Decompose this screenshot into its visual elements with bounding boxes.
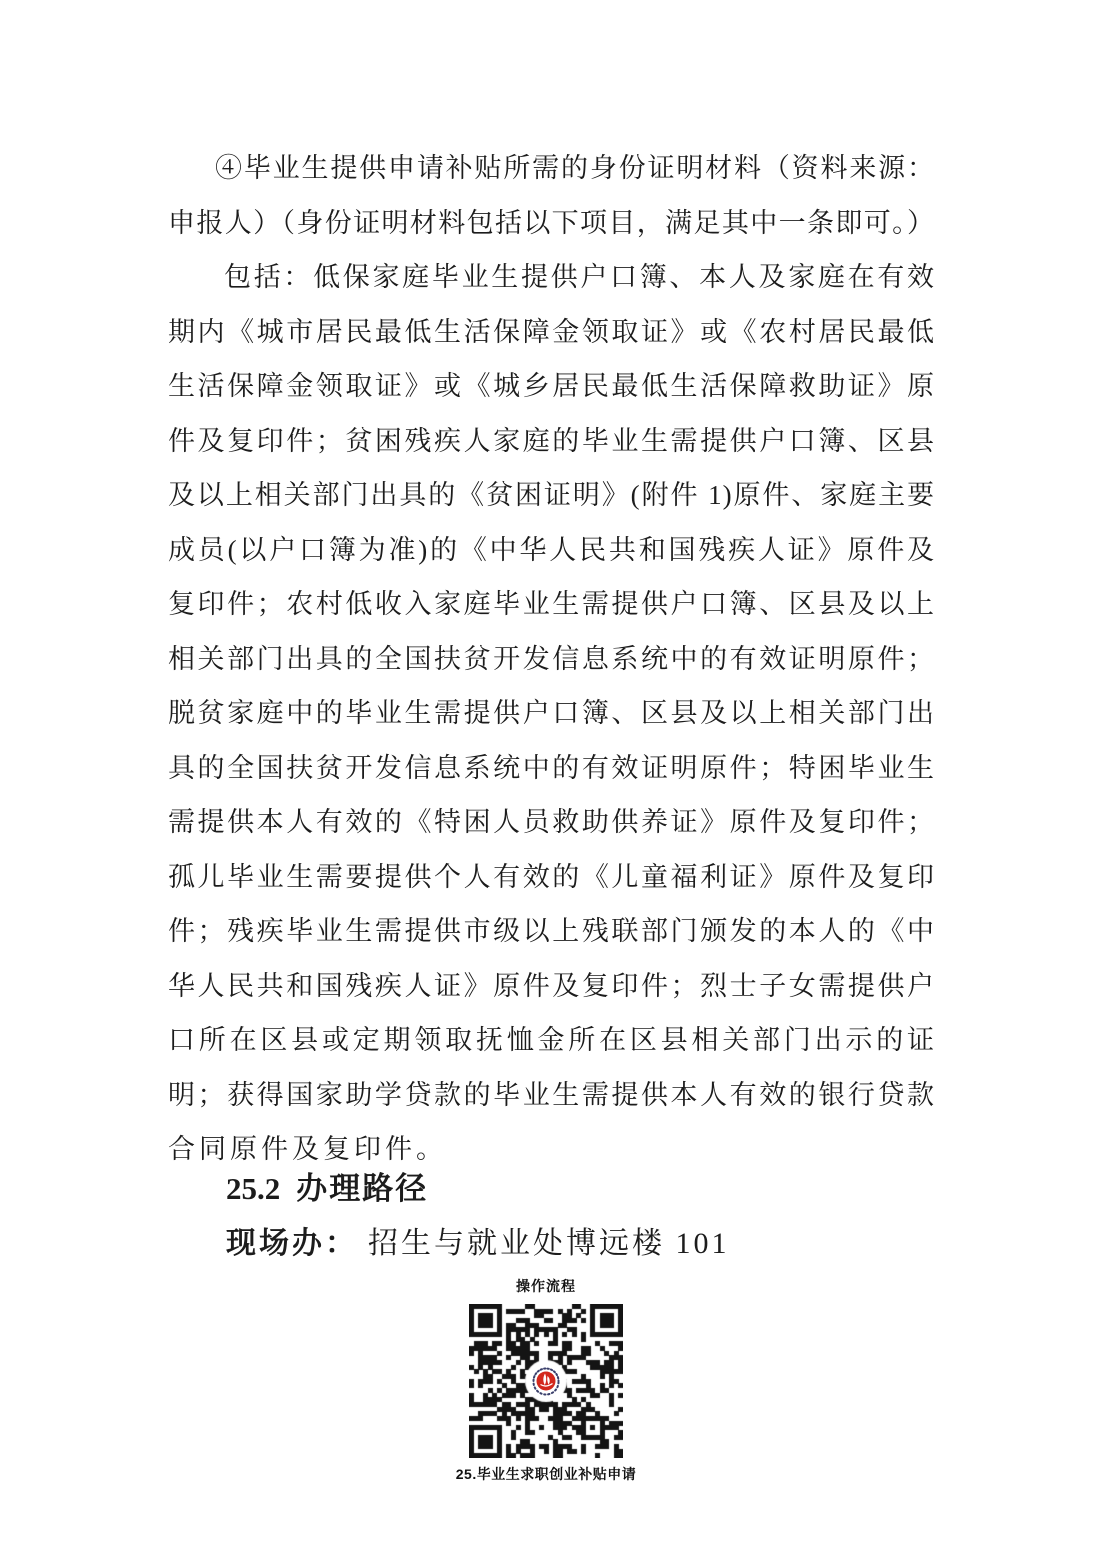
section-number: 25.2: [226, 1171, 281, 1206]
text-line: ④毕业生提供申请补贴所需的身份证明材料（资料来源：: [215, 153, 935, 183]
qr-center-logo: [526, 1361, 566, 1401]
qr-top-label: 操作流程: [516, 1278, 576, 1294]
text-line: 合同原件及复印件。: [168, 1134, 447, 1164]
text-line: 件；残疾毕业生需提供市级以上残联部门颁发的本人的《中: [168, 916, 935, 946]
text-line: 脱贫家庭中的毕业生需提供户口簿、区县及以上相关部门出: [168, 698, 935, 728]
channel-line: [168, 1220, 993, 1268]
qr-section: [391, 1276, 701, 1483]
text-line: 及以上相关部门出具的《贫困证明》(附件 1)原件、家庭主要: [168, 480, 935, 510]
text-line: 申报人）（身份证明材料包括以下项目，满足其中一条即可。）: [168, 207, 935, 238]
qr-caption: 25.毕业生求职创业补贴申请: [455, 1466, 637, 1482]
text-line: 口所在区县或定期领取抚恤金所在区县相关部门出示的证: [168, 1025, 935, 1055]
text-line: 复印件；农村低收入家庭毕业生需提供户口簿、区县及以上: [168, 589, 935, 619]
text-line: 成员(以户口簿为准)的《中华人民共和国残疾人证》原件及: [168, 534, 935, 565]
text-line: 华人民共和国残疾人证》原件及复印件；烈士子女需提供户: [168, 970, 935, 1001]
text-line: 明；获得国家助学贷款的毕业生需提供本人有效的银行贷款: [168, 1079, 935, 1110]
text-line: 生活保障金领取证》或《城乡居民最低生活保障救助证》原: [168, 371, 935, 401]
qr-code: [469, 1304, 623, 1458]
university-seal-icon: [526, 1361, 566, 1401]
text-line: 期内《城市居民最低生活保障金领取证》或《农村居民最低: [168, 316, 935, 347]
channel-value: 招生与就业处博远楼 101: [368, 1227, 730, 1260]
text-line: 件及复印件；贫困残疾人家庭的毕业生需提供户口簿、区县: [168, 425, 935, 456]
body-paragraphs: [168, 141, 935, 1177]
section-heading: [168, 1165, 993, 1213]
channel-label: 现场办：: [226, 1227, 358, 1260]
text-line: 孤儿毕业生需要提供个人有效的《儿童福利证》原件及复印: [168, 861, 935, 892]
text-line: 相关部门出具的全国扶贫开发信息系统中的有效证明原件；: [168, 643, 935, 674]
section-title: 办理路径: [296, 1171, 429, 1206]
text-line: 需提供本人有效的《特困人员救助供养证》原件及复印件；: [168, 807, 935, 837]
text-line: 包括：低保家庭毕业生提供户口簿、本人及家庭在有效: [224, 262, 935, 292]
text-line: 具的全国扶贫开发信息系统中的有效证明原件；特困毕业生: [168, 752, 935, 783]
